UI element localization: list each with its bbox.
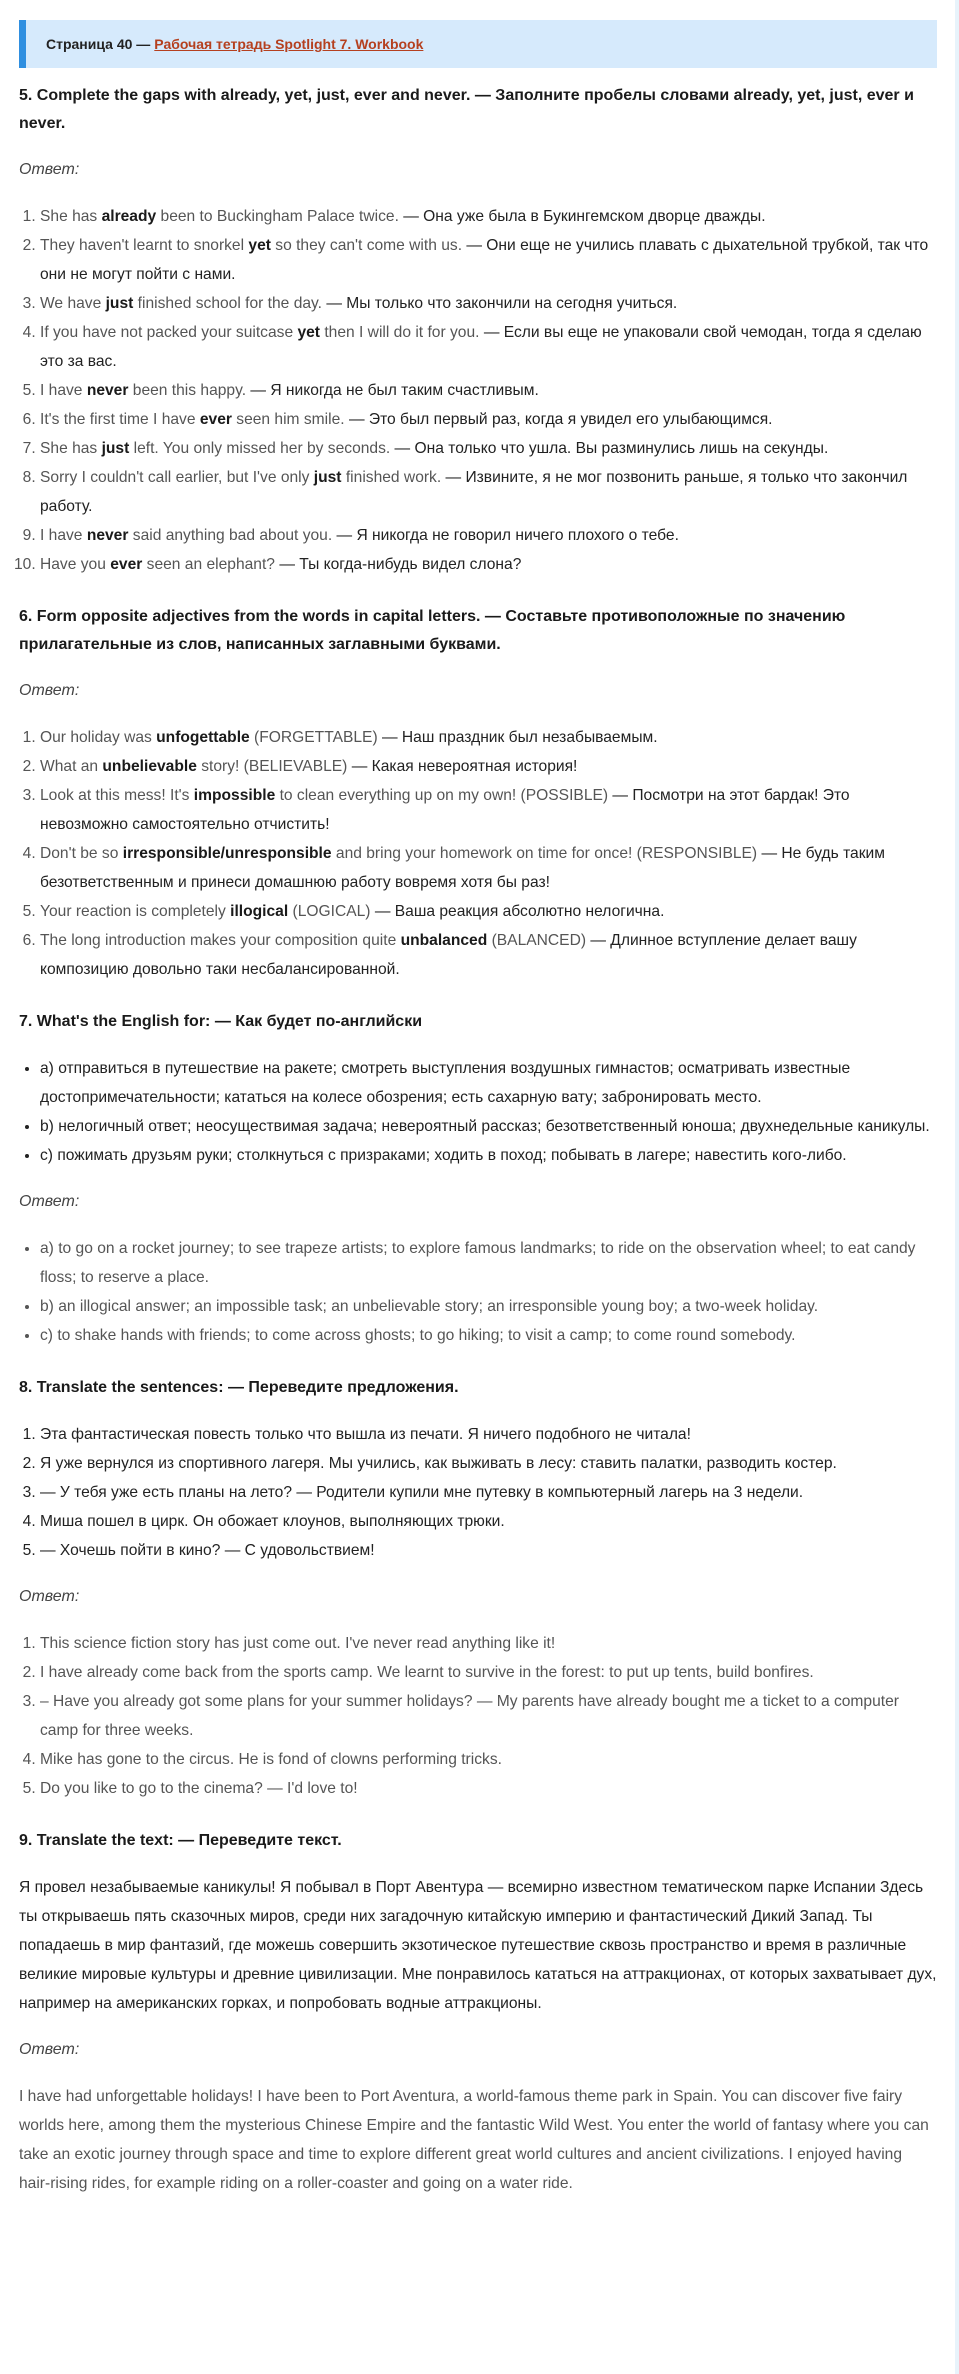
sentence-end: been to Buckingham Palace twice. bbox=[156, 208, 399, 225]
list-item bbox=[40, 202, 937, 231]
list-item bbox=[40, 318, 937, 376]
exercise-6-title: 6. Form opposite adjectives from the words in capital letters. — Составьте противоположные по значению прилагательные из слов, написанных заглавными буквами. bbox=[19, 608, 846, 653]
answer-label: Ответ: bbox=[19, 161, 80, 178]
answer-label: Ответ: bbox=[19, 1193, 80, 1210]
answer-word: unfogettable bbox=[156, 729, 250, 746]
russian-translation: — Я никогда не был таким счастливым. bbox=[246, 382, 539, 399]
article-content bbox=[19, 0, 937, 2198]
list-item: 5. Do you like to go to the cinema? — I'd love to! bbox=[40, 1774, 937, 1803]
list-item bbox=[40, 550, 937, 579]
list-item bbox=[40, 752, 937, 781]
answer-word: unbelievable bbox=[102, 758, 197, 775]
answer-word: just bbox=[313, 469, 342, 486]
sentence-start: The long introduction makes your composition quite bbox=[40, 932, 401, 949]
sentence-end: seen an elephant? bbox=[142, 556, 275, 573]
sentence-end: to clean everything up on my own! (POSSIBLE) bbox=[275, 787, 609, 804]
sentence-end: (FORGETTABLE) bbox=[249, 729, 378, 746]
exercise-9-text-ru: Я провел незабываемые каникулы! Я побывал в Порт Авентура — всемирно известном тематическом парке Испании Здесь ты открываешь пять сказочных миров, среди них загадочную китайскую империю и фантастический Дикий Запад. Ты попадаешь в мир фантазий, где можешь совершить экзотическое путешествие сквозь пространство и время в различные великие мировые культуры и древние цивилизации. Мне понравилось кататься на аттракционах, от которых захватывает дух, например на американских горках, и попробовать водные аттракционы. bbox=[19, 1879, 937, 2012]
list-item: 4. Миша пошел в цирк. Он обожает клоунов, выполняющих трюки. bbox=[40, 1507, 937, 1536]
sentence-start: We have bbox=[40, 295, 106, 312]
russian-translation: — Они еще не учились плавать с дыхательной трубкой, так что они не могут пойти с нами. bbox=[40, 237, 929, 283]
russian-translation: — Я никогда не говорил ничего плохого о тебе. bbox=[332, 527, 679, 544]
russian-translation: — Какая невероятная история! bbox=[347, 758, 578, 775]
exercise-7-title: 7. What's the English for: — Как будет по-английски bbox=[19, 1013, 423, 1030]
list-item bbox=[40, 897, 937, 926]
sentence-end: seen him smile. bbox=[231, 411, 345, 428]
answer-word: never bbox=[86, 382, 129, 399]
sentence-end: then I will do it for you. bbox=[320, 324, 480, 341]
list-item: • a) отправиться в путешествие на ракете; смотреть выступления воздушных гимнастов; осматривать известные достопримечательности; кататься на колесе обозрения; есть сахарную вату; забронировать место. bbox=[40, 1054, 937, 1112]
answer-word: unbalanced bbox=[400, 932, 488, 949]
russian-translation: — Ваша реакция абсолютно нелогична. bbox=[370, 903, 665, 920]
exercise-9-text-en: I have had unforgettable holidays! I have been to Port Aventura, a world-famous theme park in Spain. You can discover five fairy worlds here, among them the mysterious Chinese Empire and the fantastic Wild West. You enter the world of fantasy where you can take an exotic journey through space and time to explore different great world cultures and ancient civilizations. I enjoyed having hair-rising rides, for example riding on a roller-coaster and going on a water ride. bbox=[19, 2088, 929, 2192]
list-item bbox=[40, 521, 937, 550]
list-item bbox=[40, 376, 937, 405]
exercise-6-answers bbox=[19, 723, 937, 984]
sentence-start: It's the first time I have bbox=[40, 411, 200, 428]
sentence-start: I have bbox=[40, 382, 87, 399]
russian-translation: — Длинное вступление делает вашу композицию довольно таки несбалансированной. bbox=[40, 932, 857, 978]
list-item bbox=[40, 839, 937, 897]
russian-translation: — Она уже была в Букингемском дворце дважды. bbox=[398, 208, 766, 225]
answer-word: ever bbox=[110, 556, 143, 573]
sentence-end: finished work. bbox=[341, 469, 442, 486]
exercise-7-answers bbox=[19, 1234, 937, 1350]
russian-translation: — Ты когда-нибудь видел слона? bbox=[274, 556, 522, 573]
answer-word: ever bbox=[199, 411, 232, 428]
answer-word: just bbox=[105, 295, 134, 312]
list-item: 3. – Have you already got some plans for your summer holidays? — My parents have already bought me a ticket to a computer camp for three weeks. bbox=[40, 1687, 937, 1745]
russian-translation: — Не будь таким безответственным и принеси домашнюю работу вовремя хотя бы раз! bbox=[40, 845, 885, 891]
list-item: • c) пожимать друзьям руки; столкнуться с призраками; ходить в поход; побывать в лагере; навестить кого-либо. bbox=[40, 1141, 937, 1170]
exercise-5-title: 5. Complete the gaps with already, yet, just, ever and never. — Заполните пробелы словами already, yet, just, ever и never. bbox=[19, 87, 914, 132]
list-item bbox=[40, 926, 937, 984]
list-item: 5. — Хочешь пойти в кино? — С удовольствием! bbox=[40, 1536, 937, 1565]
sentence-start: Have you bbox=[40, 556, 111, 573]
list-item: • b) нелогичный ответ; неосуществимая задача; невероятный рассказ; безответственный юноша; двухнедельные каникулы. bbox=[40, 1112, 937, 1141]
sentence-start: She has bbox=[40, 440, 102, 457]
list-item bbox=[40, 781, 937, 839]
answer-label: Ответ: bbox=[19, 2041, 80, 2058]
russian-translation: — Это был первый раз, когда я увидел его улыбающимся. bbox=[344, 411, 773, 428]
answer-word: just bbox=[101, 440, 130, 457]
answer-word: yet bbox=[297, 324, 320, 341]
list-item bbox=[40, 434, 937, 463]
sentence-start: Sorry I couldn't call earlier, but I've only bbox=[40, 469, 314, 486]
sentence-start: Don't be so bbox=[40, 845, 123, 862]
list-item: 2. Я уже вернулся из спортивного лагеря. Мы учились, как выживать в лесу: ставить палатки, разводить костер. bbox=[40, 1449, 937, 1478]
sentence-start: She has bbox=[40, 208, 102, 225]
russian-translation: — Извините, я не мог позвонить раньше, я только что закончил работу. bbox=[40, 469, 908, 515]
workbook-link[interactable]: Рабочая тетрадь Spotlight 7. Workbook bbox=[154, 36, 424, 52]
page-header-box bbox=[19, 20, 937, 68]
list-item bbox=[40, 723, 937, 752]
sentence-start: Our holiday was bbox=[40, 729, 157, 746]
list-item: 3. — У тебя уже есть планы на лето? — Родители купили мне путевку в компьютерный лагерь на 3 недели. bbox=[40, 1478, 937, 1507]
sentence-end: so they can't come with us. bbox=[270, 237, 463, 254]
sentence-start: They haven't learnt to snorkel bbox=[40, 237, 249, 254]
sentence-end: said anything bad about you. bbox=[128, 527, 333, 544]
list-item bbox=[40, 405, 937, 434]
answer-word: impossible bbox=[193, 787, 276, 804]
list-item: • a) to go on a rocket journey; to see trapeze artists; to explore famous landmarks; to ride on the observation wheel; to eat candy floss; to reserve a place. bbox=[40, 1234, 937, 1292]
answer-word: yet bbox=[248, 237, 271, 254]
page-right-border bbox=[955, 0, 959, 2374]
sentence-end: story! (BELIEVABLE) bbox=[196, 758, 348, 775]
exercise-8-title: 8. Translate the sentences: — Переведите предложения. bbox=[19, 1379, 459, 1396]
answer-label: Ответ: bbox=[19, 682, 80, 699]
answer-word: illogical bbox=[230, 903, 289, 920]
list-item: • c) to shake hands with friends; to come across ghosts; to go hiking; to visit a camp; to come round somebody. bbox=[40, 1321, 937, 1350]
page-number-label: Страница 40 — bbox=[46, 36, 151, 52]
list-item: 4. Mike has gone to the circus. He is fond of clowns performing tricks. bbox=[40, 1745, 937, 1774]
sentence-start: If you have not packed your suitcase bbox=[40, 324, 298, 341]
sentence-end: (LOGICAL) bbox=[288, 903, 371, 920]
sentence-end: been this happy. bbox=[128, 382, 247, 399]
list-item bbox=[40, 231, 937, 289]
list-item bbox=[40, 289, 937, 318]
sentence-end: left. You only missed her by seconds. bbox=[129, 440, 391, 457]
sentence-end: (BALANCED) bbox=[487, 932, 587, 949]
russian-translation: — Она только что ушла. Вы разминулись лишь на секунды. bbox=[390, 440, 829, 457]
answer-word: already bbox=[101, 208, 157, 225]
sentence-start: Your reaction is completely bbox=[40, 903, 231, 920]
answer-label: Ответ: bbox=[19, 1588, 80, 1605]
sentence-start: What an bbox=[40, 758, 103, 775]
sentence-end: finished school for the day. bbox=[133, 295, 323, 312]
exercise-8-answers bbox=[19, 1629, 937, 1803]
sentence-start: Look at this mess! It's bbox=[40, 787, 194, 804]
exercise-5-answers bbox=[19, 202, 937, 579]
russian-translation: — Наш праздник был незабываемым. bbox=[377, 729, 658, 746]
list-item: 2. I have already come back from the sports camp. We learnt to survive in the forest: to put up tents, build bonfires. bbox=[40, 1658, 937, 1687]
russian-translation: — Мы только что закончили на сегодня учиться. bbox=[322, 295, 678, 312]
list-item bbox=[40, 463, 937, 521]
russian-translation: — Посмотри на этот бардак! Это невозможно самостоятельно отчистить! bbox=[40, 787, 850, 833]
exercise-9-title: 9. Translate the text: — Переведите текст. bbox=[19, 1832, 342, 1849]
answer-word: never bbox=[86, 527, 129, 544]
sentence-start: I have bbox=[40, 527, 87, 544]
list-item: 1. Эта фантастическая повесть только что вышла из печати. Я ничего подобного не читала! bbox=[40, 1420, 937, 1449]
list-item: 1. This science fiction story has just come out. I've never read anything like it! bbox=[40, 1629, 937, 1658]
sentence-end: and bring your homework on time for once! (RESPONSIBLE) bbox=[331, 845, 758, 862]
russian-translation: — Если вы еще не упаковали свой чемодан, тогда я сделаю это за вас. bbox=[40, 324, 922, 370]
exercise-8-tasks bbox=[19, 1420, 937, 1565]
exercise-7-tasks bbox=[19, 1054, 937, 1170]
answer-word: irresponsible/unresponsible bbox=[122, 845, 332, 862]
list-item: • b) an illogical answer; an impossible task; an unbelievable story; an irresponsible young boy; a two-week holiday. bbox=[40, 1292, 937, 1321]
